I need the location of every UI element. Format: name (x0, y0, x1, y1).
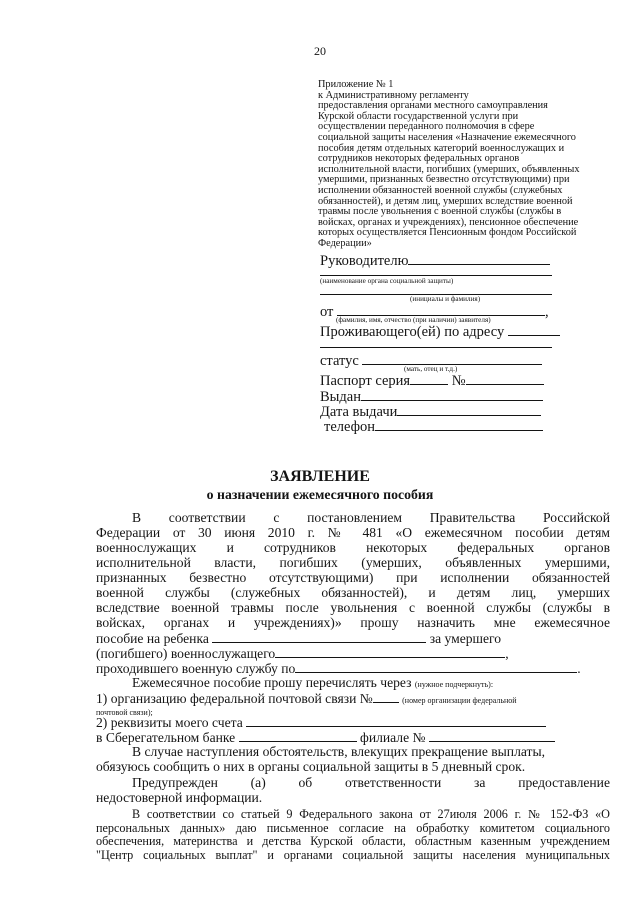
issue-date-field[interactable] (397, 403, 541, 416)
status-caption: (мать, отец и т.д.) (404, 365, 458, 373)
text-line: В соответствии со статьей 9 Федерального закона от 27июля 2006 г. № 152-ФЗ «О (132, 807, 610, 821)
document-title: ЗАЯВЛЕНИЕ (270, 468, 370, 485)
appendix-line: к Административному регламенту (318, 89, 469, 101)
text-line: Федерации от 30 июня 2010 г. № 481 «О ежемесячном пособии детям (96, 525, 610, 540)
text-line: обязуюсь сообщить о них в органы социальной защиты в 5 дневный срок. (96, 759, 526, 774)
service-field[interactable] (295, 660, 577, 673)
option-1-note-2: почтовой связи); (96, 708, 153, 717)
phone-field[interactable] (375, 418, 543, 431)
deceased-label: за умершего (429, 631, 502, 646)
residing-label: Проживающего(ей) по адресу (320, 324, 505, 340)
from-comma: , (545, 304, 549, 320)
appendix-header (318, 80, 598, 250)
document-subtitle: о назначении ежемесячного пособия (206, 487, 434, 502)
text-line: Предупрежден (а) об ответственности за предоставление (132, 775, 610, 790)
appendix-line: травмы после увольнения с военной службы (службы в (318, 206, 562, 218)
passport-series-field[interactable] (410, 372, 448, 385)
text-line: "Центр социальных выплат" и органами социальной защиты населения муниципальных (96, 847, 610, 862)
serviceman-comma: , (505, 646, 509, 661)
appendix-line: обязанностей), и детям лиц, умерших вследствие военной (318, 195, 573, 207)
option-2-text: 2) реквизиты моего счета (96, 715, 243, 730)
status-label: статус (320, 353, 359, 369)
text-line: обеспечения, материнства и детства Курской области, областным казенным учреждением (96, 834, 610, 849)
phone-label: телефон (324, 419, 376, 435)
bank-field[interactable] (239, 729, 357, 742)
head-row (320, 252, 550, 270)
text-line: В случае наступления обстоятельств, влекущих прекращение выплаты, (132, 744, 546, 759)
issued-label: Выдан (320, 389, 361, 405)
appendix-line: пособия детям отдельных категорий военнослужащих и (318, 142, 565, 154)
appendix-line: осуществлении переданного полномочия в сфере (318, 121, 535, 133)
text-line: военной службы (служебных обязанностей), и детям лиц, умерших (96, 585, 610, 600)
residing-field[interactable] (508, 323, 560, 336)
text-line: признанных безвестно отсутствующими) при исполнении обязанностей (96, 570, 610, 585)
passport-number-label: № (451, 373, 466, 389)
branch-text: филиале № (360, 730, 426, 745)
from-field[interactable] (337, 303, 545, 316)
from-label: от (320, 304, 334, 320)
serviceman-field[interactable] (275, 645, 505, 658)
branch-field[interactable] (429, 729, 555, 742)
appendix-line: социальной защиты населения «Назначение ежемесячного (318, 131, 576, 143)
head-label: Руководителю (320, 253, 409, 269)
head-line-2[interactable] (320, 275, 552, 276)
status-field[interactable] (362, 352, 542, 365)
pay-request-note: (нужное подчеркнуть): (414, 680, 494, 689)
bank-text: в Сберегательном банке (96, 730, 236, 745)
head-caption: (наименование органа социальной защиты) (320, 277, 454, 285)
text-line: В соответствии с постановлением Правительства Российской (132, 510, 610, 525)
text-line: персональных данных» даю письменное согласие на обработку комитетом социального (96, 820, 610, 835)
paragraph-5 (96, 808, 610, 862)
text-line: войсках, органах и учреждениях)» прошу назначить мне ежемесячное (96, 615, 610, 630)
account-field[interactable] (246, 714, 546, 727)
page-number: 20 (314, 44, 326, 58)
head-field[interactable] (408, 252, 550, 265)
appendix-line: Федерации» (318, 237, 372, 249)
option-1-note: (номер организации федеральной (402, 696, 517, 705)
paragraph-3 (96, 744, 610, 774)
option-2-row (96, 714, 610, 730)
bank-row (96, 729, 610, 745)
child-field[interactable] (212, 630, 426, 643)
text-line: исполнительной власти, погибших (умерших, объявленных умершими, (96, 555, 610, 570)
post-office-field[interactable] (373, 690, 399, 703)
appendix-line: умершими, признанных безвестно отсутствующими) при (318, 174, 570, 186)
passport-number-field[interactable] (466, 372, 544, 385)
appendix-line: которых осуществляется Пенсионным фондом Российской (318, 227, 577, 239)
text-line: недостоверной информации. (96, 790, 263, 805)
appendix-line: сотрудников некоторых федеральных органов (318, 153, 520, 165)
service-label: проходившего военную службу по (96, 661, 296, 676)
text-line: военнослужащих и сотрудников некоторых федеральных органов (96, 540, 610, 555)
passport-label: Паспорт серия (320, 373, 411, 389)
serviceman-row (96, 645, 610, 661)
paragraph-4 (96, 775, 610, 805)
from-caption: (фамилия, имя, отчество (при наличии) заявителя) (336, 316, 491, 324)
appendix-line: исполнении обязанностей военной службы (служебных (318, 184, 563, 196)
service-end: . (577, 661, 581, 676)
child-label: пособие на ребенка (96, 631, 209, 646)
residing-row (320, 323, 560, 341)
address-line[interactable] (320, 347, 552, 348)
appendix-line: предоставления органами местного самоуправления (318, 100, 548, 112)
serviceman-label: (погибшего) военнослужащего (96, 646, 276, 661)
appendix-line: войсках, органах и учреждениях), пенсионное обеспечение (318, 216, 579, 228)
paragraph-1 (96, 510, 610, 630)
pay-request-text: Ежемесячное пособие прошу перечислять через (132, 675, 412, 690)
appendix-line: исполнительной власти, погибших (умерших, объявленных (318, 163, 580, 175)
appendix-line: Приложение № 1 (318, 79, 394, 90)
phone-row (324, 418, 543, 436)
appendix-line: Курской области государственной услуги при (318, 110, 519, 122)
initials-caption: (инициалы и фамилия) (410, 295, 481, 303)
service-row (96, 660, 610, 676)
issued-field[interactable] (361, 388, 543, 401)
option-1-text: 1) организацию федеральной почтовой связи № (96, 691, 373, 706)
child-row (96, 630, 610, 646)
text-line: вследствие военной травмы после увольнения с военной службы (службы в (96, 600, 610, 615)
issue-date-label: Дата выдачи (320, 404, 398, 420)
